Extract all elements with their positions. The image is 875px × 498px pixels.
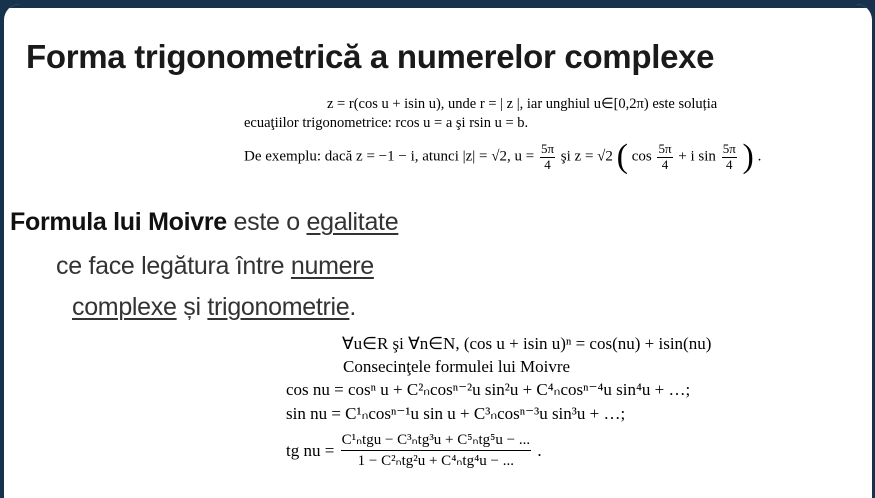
moivre-text-part-1: este o [233, 208, 300, 236]
moivre-text-line-1 [10, 208, 398, 237]
left-paren: ( [616, 138, 628, 175]
u-numerator: 5π [540, 140, 555, 156]
cos-fraction [657, 142, 672, 173]
example-prefix: De exemplu: dacă z = −1 − i, atunci |z| = √2, u = [244, 148, 535, 165]
definition-line-1: z = r(cos u + isin u), unde r = | z |, iar unghiul u∈[0,2π) este soluția [327, 96, 718, 112]
plus-isin: + i sin [678, 148, 716, 165]
moivre-text-line-2 [56, 252, 374, 281]
sin-nu-formula: sin nu = C¹ₙcosⁿ⁻¹u sin u + C³ₙcosⁿ⁻³u sin³u + …; [286, 404, 626, 423]
link-trigonometrie[interactable]: trigonometrie [207, 293, 350, 321]
consequences-title: Consecinţele formulei lui Moivre [343, 357, 571, 376]
link-complexe[interactable]: complexe [72, 293, 177, 321]
tg-fraction [341, 430, 532, 472]
sin-denominator: 4 [725, 156, 733, 172]
moivre-text-end: . [349, 293, 357, 321]
tg-label: tg nu = [286, 440, 335, 460]
tg-denominator: 1 − C²ₙtg²u + C⁴ₙtg⁴u − ... [357, 453, 515, 470]
cos-label: cos [631, 148, 652, 165]
moivre-text-line-3 [72, 293, 356, 322]
moivre-text-part-3: și [183, 293, 201, 321]
example-line [244, 140, 761, 182]
tg-nu-formula [286, 430, 542, 478]
slide-title: Forma trigonometrică a numerelor complexe [26, 38, 715, 75]
cos-denominator: 4 [661, 156, 669, 172]
link-numere[interactable]: numere [290, 252, 374, 280]
moivre-text-part-2: ce face legătura între [56, 252, 285, 280]
u-fraction [540, 142, 555, 173]
example-end: . [757, 148, 762, 165]
slide-top-border [4, 4, 872, 8]
tg-end: . [537, 440, 542, 460]
sin-numerator: 5π [722, 140, 736, 156]
moivre-bold-term: Formula lui Moivre [10, 208, 227, 236]
right-paren: ) [742, 138, 754, 175]
cos-numerator: 5π [658, 140, 672, 156]
tg-numerator: C¹ₙtgu − C³ₙtg³u + C⁵ₙtg⁵u − ... [341, 430, 532, 451]
cos-nu-formula: cos nu = cosⁿ u + C²ₙcosⁿ⁻²u sin²u + C⁴ₙcosⁿ⁻⁴u sin⁴u + …; [286, 380, 691, 399]
definition-line-2: ecuaţiilor trigonometrice: rcos u = a şi rsin u = b. [244, 115, 529, 131]
link-egalitate[interactable]: egalitate [306, 208, 399, 236]
slide [4, 4, 872, 498]
moivre-formula: ∀u∈R şi ∀n∈N, (cos u + isin u)ⁿ = cos(nu) + isin(nu) [342, 334, 712, 353]
sin-fraction [722, 142, 737, 173]
example-mid: şi z = √2 [560, 148, 613, 165]
u-denominator: 4 [544, 156, 551, 172]
